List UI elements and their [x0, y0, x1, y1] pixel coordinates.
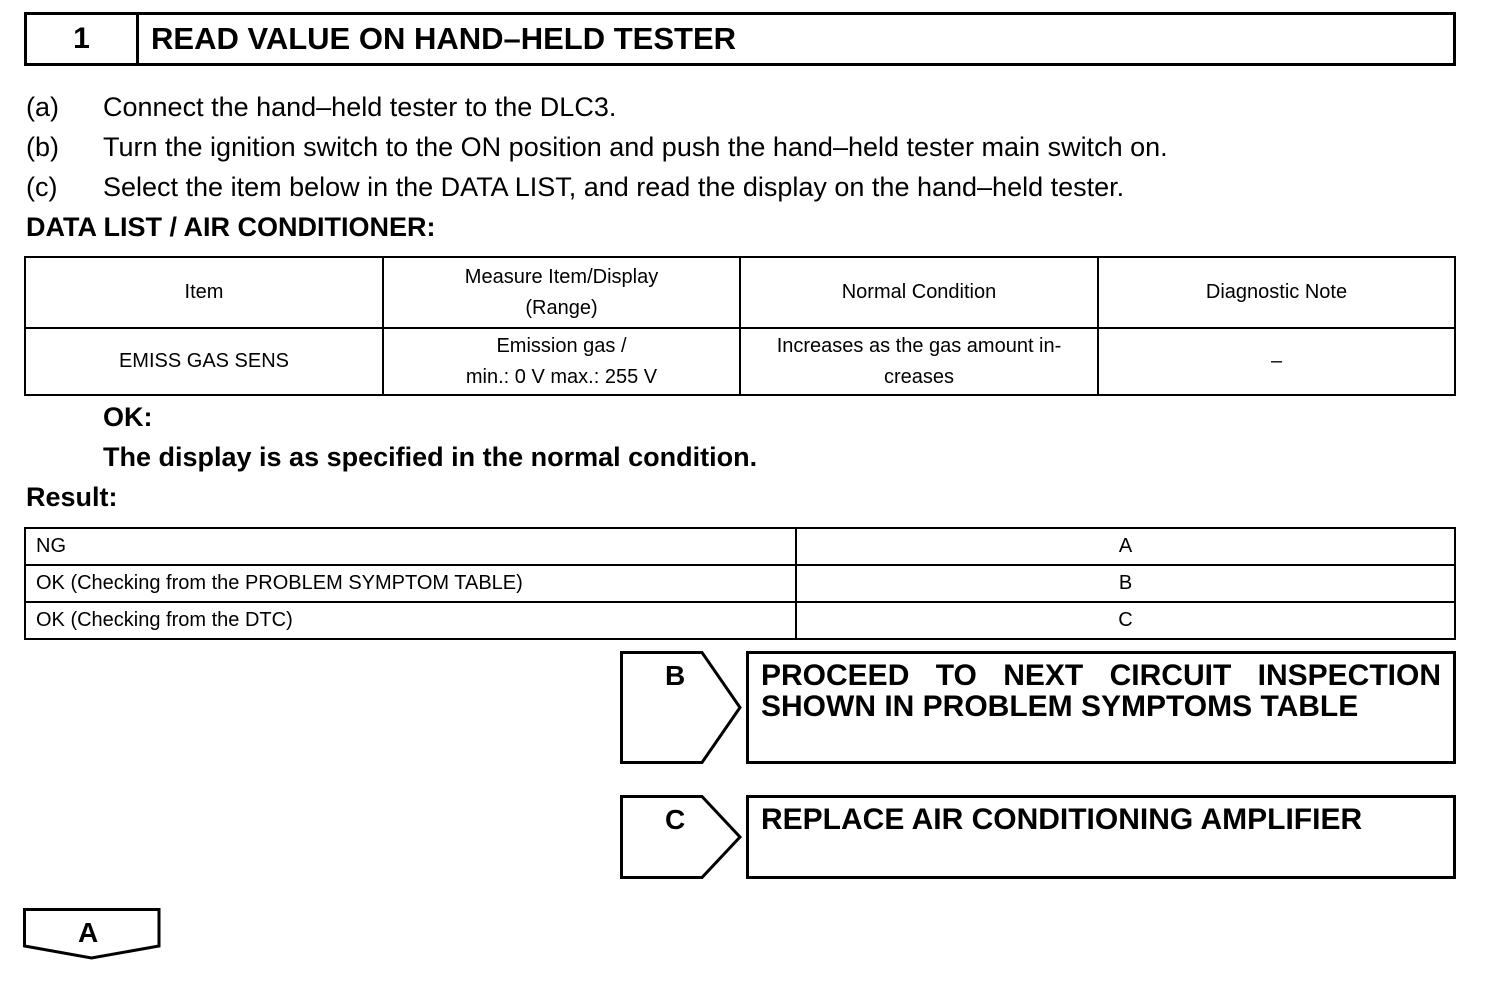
header-diagnostic-note: Diagnostic Note	[1098, 257, 1455, 328]
result-condition: NG	[25, 528, 796, 565]
table-row	[25, 565, 1455, 602]
branch-b-letter: B	[665, 660, 686, 691]
result-code: C	[796, 602, 1455, 639]
result-condition: OK (Checking from the PROBLEM SYMPTOM TABLE)	[25, 565, 796, 602]
branch-a-letter: A	[78, 917, 99, 948]
header-item: Item	[25, 257, 383, 328]
cell-measure-line2: min.: 0 V max.: 255 V	[465, 365, 658, 388]
table-row	[25, 328, 1455, 395]
instruction-label: (a)	[26, 92, 59, 122]
cell-normal-line1: Increases as the gas amount in-	[776, 334, 1062, 357]
data-list-table	[24, 256, 1456, 396]
ok-text: The display is as specified in the normal condition.	[103, 442, 758, 472]
instruction-label: (c)	[26, 172, 58, 202]
branch-b-action-line2: SHOWN IN PROBLEM SYMPTOMS TABLE	[761, 690, 1359, 723]
table-row	[25, 602, 1455, 639]
table-row	[25, 528, 1455, 565]
result-heading: Result:	[26, 482, 118, 512]
result-table	[24, 527, 1456, 640]
result-code: A	[796, 528, 1455, 565]
branch-c-letter: C	[665, 804, 686, 835]
result-code: B	[796, 565, 1455, 602]
header-measure	[383, 257, 740, 328]
instruction-text: Select the item below in the DATA LIST, and read the display on the hand–held tester.	[103, 172, 1125, 202]
instruction-text: Connect the hand–held tester to the DLC3.	[103, 92, 617, 122]
instruction-b	[26, 132, 1168, 163]
instruction-text: Turn the ignition switch to the ON position and push the hand–held tester main switch on.	[103, 132, 1168, 162]
data-list-heading: DATA LIST / AIR CONDITIONER:	[26, 212, 436, 242]
result-condition: OK (Checking from the DTC)	[25, 602, 796, 639]
header-measure-line2: (Range)	[525, 296, 598, 319]
cell-diagnostic-note: –	[1098, 328, 1455, 395]
branch-b-action	[746, 651, 1456, 764]
branch-b-action-line1: PROCEED TO NEXT CIRCUIT INSPECTION	[761, 659, 1441, 692]
ok-label: OK:	[103, 402, 153, 432]
instruction-a	[26, 92, 616, 123]
cell-normal-line2: creases	[883, 365, 955, 388]
instruction-c	[26, 172, 1124, 203]
cell-item: EMISS GAS SENS	[25, 328, 383, 395]
cell-measure	[383, 328, 740, 395]
instruction-label: (b)	[26, 132, 59, 162]
header-measure-line1: Measure Item/Display	[464, 265, 659, 288]
branch-c-action: REPLACE AIR CONDITIONING AMPLIFIER	[746, 795, 1456, 879]
cell-normal-condition	[740, 328, 1098, 395]
step-number: 1	[27, 15, 139, 63]
step-header	[24, 12, 1456, 66]
step-title: READ VALUE ON HAND–HELD TESTER	[151, 21, 737, 56]
cell-measure-line1: Emission gas /	[496, 334, 627, 357]
header-normal-condition: Normal Condition	[740, 257, 1098, 328]
table-header-row	[25, 257, 1455, 328]
